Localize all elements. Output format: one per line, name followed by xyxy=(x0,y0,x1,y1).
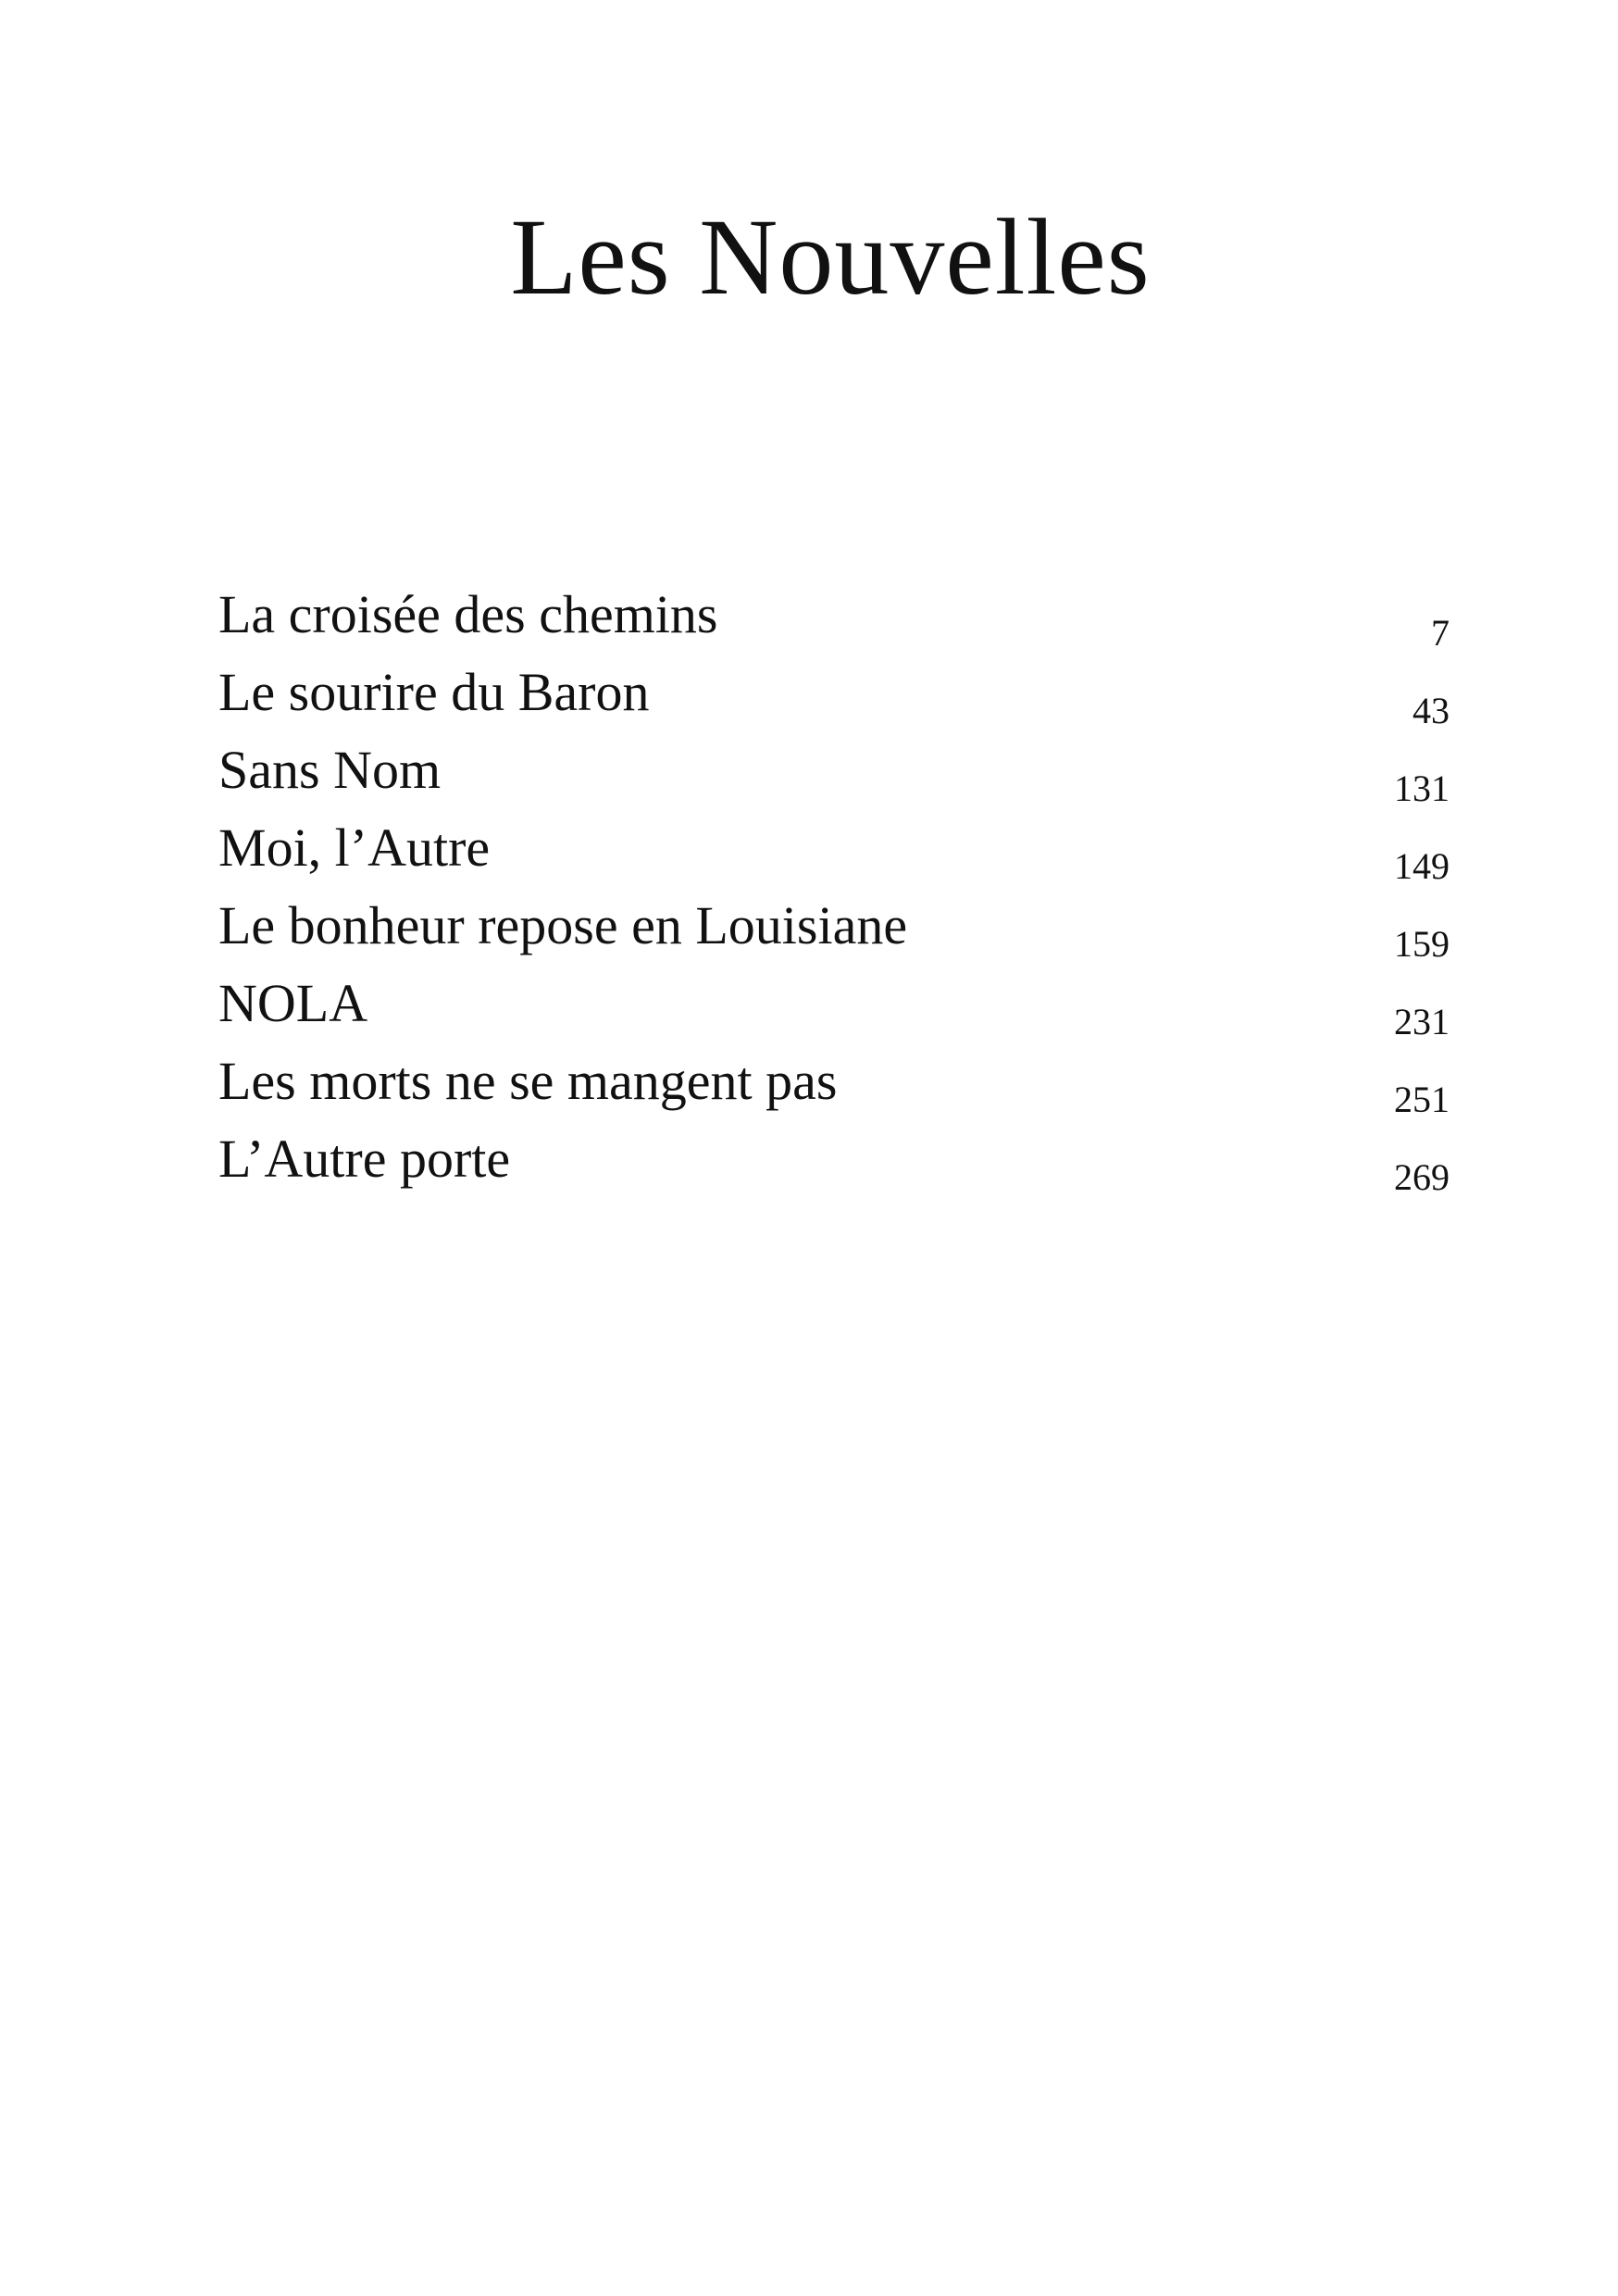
toc-entry-title: Les morts ne se mangent pas xyxy=(218,1051,838,1111)
toc-entry-page: 7 xyxy=(1431,612,1450,654)
toc-entry-title: NOLA xyxy=(218,973,368,1033)
toc-entry xyxy=(218,654,1450,731)
toc-entry-title: Le sourire du Baron xyxy=(218,662,650,722)
toc-entry-title: Sans Nom xyxy=(218,740,442,800)
table-of-contents xyxy=(218,576,1450,1198)
toc-entry-title: La croisée des chemins xyxy=(218,584,718,644)
toc-entry-page: 159 xyxy=(1394,923,1450,965)
toc-entry-page: 231 xyxy=(1394,1001,1450,1042)
toc-entry xyxy=(218,731,1450,809)
toc-entry-page: 131 xyxy=(1394,767,1450,809)
toc-entry xyxy=(218,809,1450,887)
toc-entry xyxy=(218,1120,1450,1198)
toc-entry xyxy=(218,887,1450,965)
toc-entry-page: 269 xyxy=(1394,1156,1450,1198)
toc-entry xyxy=(218,576,1450,654)
toc-entry-page: 149 xyxy=(1394,845,1450,887)
toc-entry xyxy=(218,965,1450,1042)
toc-entry-page: 43 xyxy=(1413,690,1450,731)
toc-entry-page: 251 xyxy=(1394,1079,1450,1120)
toc-entry-title: Le bonheur repose en Louisiane xyxy=(218,895,908,955)
toc-entry-title: L’Autre porte xyxy=(218,1129,511,1189)
toc-entry-title: Moi, l’Autre xyxy=(218,817,491,878)
toc-entry xyxy=(218,1042,1450,1120)
page-title: Les Nouvelles xyxy=(510,196,1151,318)
